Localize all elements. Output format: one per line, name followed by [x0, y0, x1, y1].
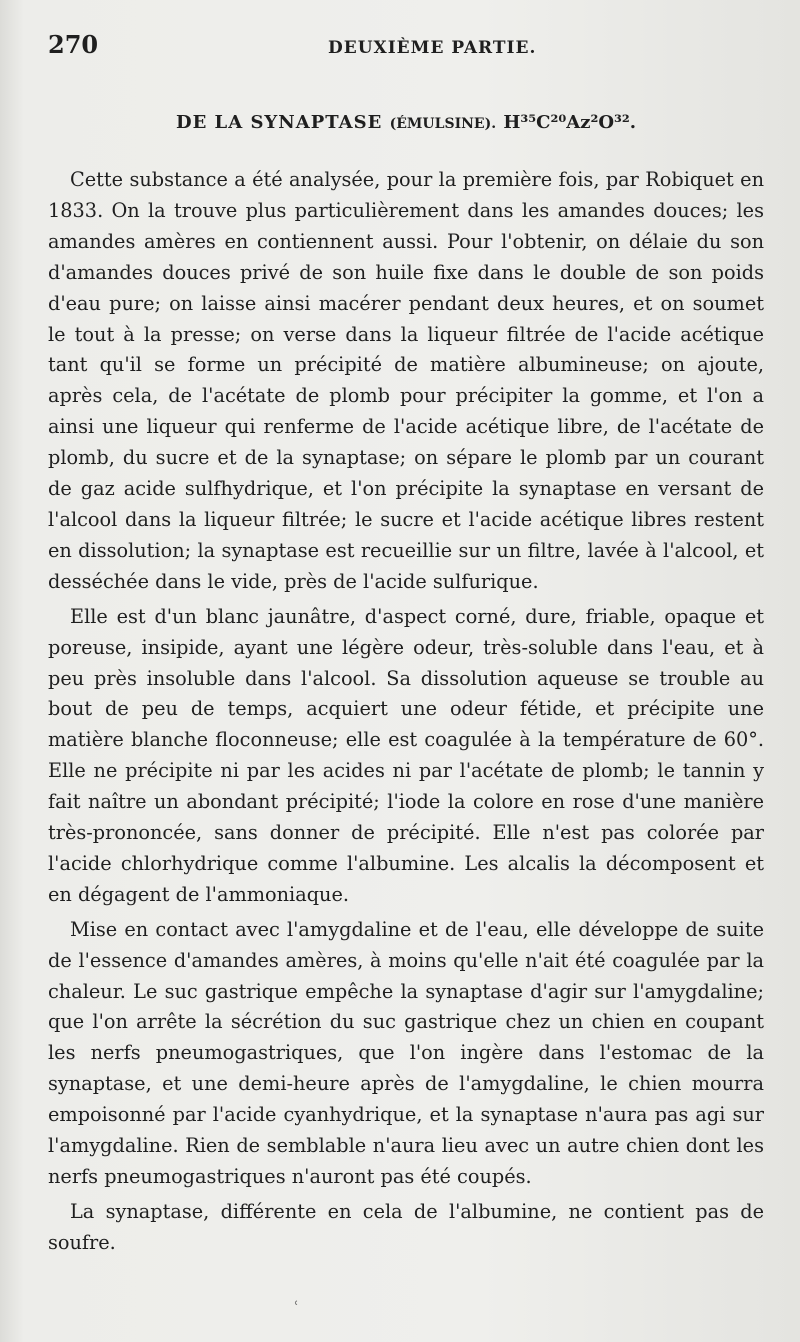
paragraph-2: Elle est d'un blanc jaunâtre, d'aspect corné, dure, friable, opaque et poreuse, insipide, ayant une légère odeur, très-soluble dans l'eau, et à peu près insoluble dans l'alcool. Sa dissolution aqueuse se trouble au bout de peu de temps, acquiert une odeur fétide, et précipite une matière blanche floconneuse; elle est coagulée à la température de 60°. Elle ne précipite ni par les acides ni par l'acétate de plomb; le tannin y fait naître un abondant précipité; l'iode la colore en rose d'une manière très-prononcée, sans donner de précipité. Elle n'est pas colorée par l'acide chlorhydrique comme l'albumine. Les alcalis la décomposent et en dégagent de l'ammoniaque. — [48, 604, 764, 906]
section-subtitle: (ÉMULSINE). — [389, 116, 497, 132]
paragraph-3: Mise en contact avec l'amygdaline et de l'eau, elle développe de suite de l'essence d'amandes amères, à moins qu'elle n'ait été coagulée par la chaleur. Le suc gastrique empêche la synaptase d'agir sur l'amygdaline; que l'on arrête la sécrétion du suc gastrique chez un chien en coupant les nerfs pneumogastriques, que l'on ingère dans l'estomac de la synaptase, et une demi-heure après de l'amygdaline, le chien mourra empoisonné par l'acide cyanhydrique, et la synaptase n'aura pas agi sur l'amygdaline. Rien de semblable n'aura lieu avec un autre chien dont les nerfs pneumogastriques n'auront pas été coupés. — [48, 917, 764, 1188]
running-title: DEUXIÈME PARTIE. — [328, 38, 537, 58]
paragraph-1: Cette substance a été analysée, pour la première fois, par Robiquet en 1833. On la trouve plus particulièrement dans les amandes douces; les amandes amères en contiennent aussi. Pour l'obtenir, on délaie du son d'amandes douces privé de son huile fixe dans le double de son poids d'eau pure; on laisse ainsi macérer pendant deux heures, et on soumet le tout à la presse; on verse dans la liqueur filtrée de l'acide acétique tant qu'il se forme un précipité de matière albumineuse; on ajoute, après cela, de l'acétate de plomb pour précipiter la gomme, et l'on a ainsi une liqueur qui renferme de l'acide acétique libre, de l'acétate de plomb, du sucre et de la synaptase; on sépare le plomb par un courant de gaz acide sulfhydrique, et l'on précipite la synaptase en versant de l'alcool dans la liqueur filtrée; le sucre et l'acide acétique libres restent en dissolution; la synaptase est recueillie sur un filtre, lavée à l'alcool, et desséchée dans le vide, près de l'acide sulfurique. — [48, 168, 764, 593]
page-number: 270 — [48, 30, 99, 59]
chemical-formula: H³⁵C²⁰Az²O³². — [503, 112, 637, 133]
ink-mark: ʿ — [294, 1298, 299, 1317]
section-heading — [48, 112, 764, 133]
body-text — [48, 165, 764, 1259]
paragraph-4: La synaptase, différente en cela de l'albumine, ne contient pas de soufre. — [48, 1199, 764, 1254]
running-head — [48, 30, 764, 70]
section-title: DE LA SYNAPTASE — [175, 112, 383, 133]
